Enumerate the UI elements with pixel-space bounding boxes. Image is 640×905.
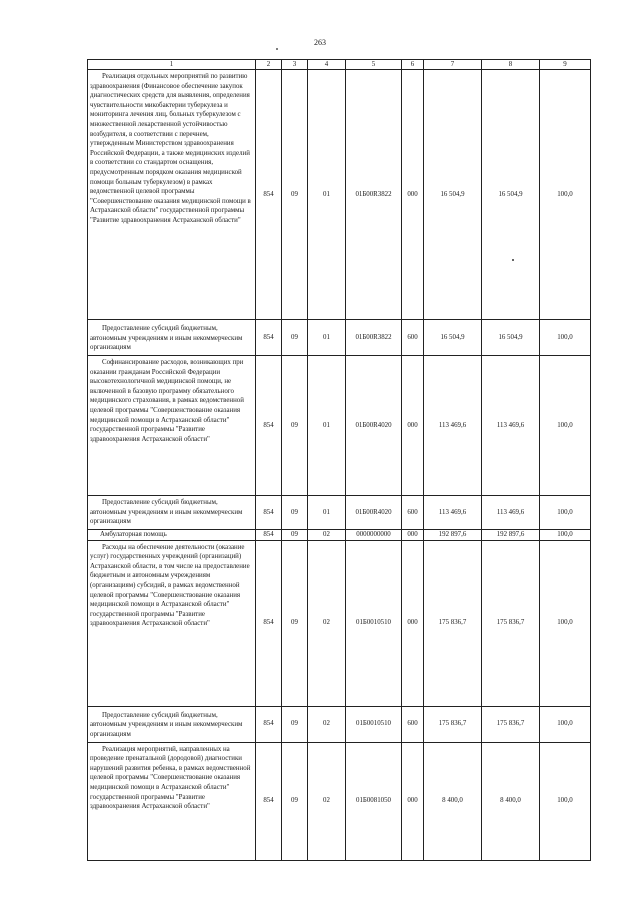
row-name-cell [88,320,256,356]
row-ministry: 854 [256,70,282,320]
row-type: 600 [402,496,424,530]
row-code: 01Б0010510 [346,540,402,706]
row-type: 000 [402,356,424,496]
row-plan: 113 469,6 [424,496,482,530]
row-plan: 8 400,0 [424,742,482,860]
row-code: 01Б00R4020 [346,356,402,496]
row-type: 000 [402,742,424,860]
row-code: 0000000000 [346,530,402,541]
row-plan: 16 504,9 [424,320,482,356]
row-ministry: 854 [256,356,282,496]
budget-table [87,59,591,861]
row-name: Софинансирование расходов, возникающих при оказании гражданам Российской Федерации высокотехнологичной медицинской помощи, не включенной в базовую программу обязательного медицинского страхования, в рамках ведомственной целевой программы "Совершенствование оказания медицинской помощи в Астраханской области" государственной программы "Развитие здравоохранения Астраханской области" [90,359,244,443]
header-cell-section: 3 [282,60,308,70]
budget-table-container [87,59,590,861]
row-section: 09 [282,496,308,530]
row-name-cell [88,706,256,742]
row-section: 09 [282,356,308,496]
header-cell-code: 5 [346,60,402,70]
row-name: Предоставление субсидий бюджетным, автономным учреждениям и иным некоммерческим организациям [90,499,243,526]
row-ministry: 854 [256,320,282,356]
row-percent: 100,0 [540,530,591,541]
page-number: 263 [314,38,326,47]
table-row [88,540,591,706]
table-row [88,320,591,356]
row-subsection: 02 [308,706,346,742]
row-fact: 8 400,0 [482,742,540,860]
row-ministry: 854 [256,706,282,742]
row-subsection: 02 [308,530,346,541]
row-section: 09 [282,540,308,706]
row-subsection: 01 [308,496,346,530]
scan-artifact [276,48,278,50]
row-name: Реализация мероприятий, направленных на проведение пренатальной (дородовой) диагностики нарушений развития ребенка, в рамках ведомственной целевой программы "Совершенствование оказания медицинской помощи в Астраханской области" государственной программы "Развитие здравоохранения Астраханской области" [90,745,251,811]
row-ministry: 854 [256,742,282,860]
row-plan: 175 836,7 [424,540,482,706]
row-section: 09 [282,70,308,320]
row-name-cell [88,530,256,541]
row-section: 09 [282,530,308,541]
row-plan: 16 504,9 [424,70,482,320]
header-cell-name: 1 [88,60,256,70]
row-name: Реализация отдельных мероприятий по развитию здравоохранения (Финансовое обеспечение закупок диагностических средств для выявления, определения чувствительности микобактерии туберкулеза и мониторинга лечения лиц, больных туберкулезом с множественной лекарственной устойчивостью возбудителя, в соответствии с перечнем, утвержденным Министерством здравоохранения Российской Федерации, а также медицинских изделий в соответствии со стандартом оснащения, предусмотренным порядком оказания медицинской помощи больным туберкулезом) в рамках ведомственной целевой программы "Совершенствование оказания медицинской помощи в Астраханской области" государственной программы "Развитие здравоохранения Астраханской области" [90,73,251,224]
row-percent: 100,0 [540,496,591,530]
header-cell-fact: 8 [482,60,540,70]
row-name: Расходы на обеспечение деятельности (оказание услуг) государственных учреждений (организаций) Астраханской области, в том числе на предоставление бюджетным и автономным учреждениям (организациям) субсидий, в рамках ведомственной целевой программы "Совершенствование оказания медицинской помощи в Астраханской области" государственной программы "Развитие здравоохранения Астраханской области" [90,543,250,628]
row-plan: 175 836,7 [424,706,482,742]
row-ministry: 854 [256,530,282,541]
row-percent: 100,0 [540,70,591,320]
row-name-cell [88,540,256,706]
row-plan: 113 469,6 [424,356,482,496]
row-subsection: 01 [308,70,346,320]
table-row [88,496,591,530]
row-name-cell [88,496,256,530]
row-type: 000 [402,70,424,320]
row-name-cell [88,70,256,320]
row-section: 09 [282,742,308,860]
table-row [88,742,591,860]
row-code: 01Б00R3822 [346,70,402,320]
row-code: 01Б0081050 [346,742,402,860]
row-type: 600 [402,706,424,742]
header-cell-subsection: 4 [308,60,346,70]
header-cell-percent: 9 [540,60,591,70]
table-row [88,530,591,541]
row-code: 01Б00R3822 [346,320,402,356]
row-percent: 100,0 [540,540,591,706]
row-percent: 100,0 [540,706,591,742]
row-plan: 192 897,6 [424,530,482,541]
row-fact: 16 504,9 [482,320,540,356]
row-section: 09 [282,706,308,742]
table-row [88,706,591,742]
row-code: 01Б00R4020 [346,496,402,530]
row-fact: 113 469,6 [482,356,540,496]
row-fact: 192 897,6 [482,530,540,541]
row-type: 000 [402,530,424,541]
table-row [88,356,591,496]
row-type: 600 [402,320,424,356]
row-percent: 100,0 [540,742,591,860]
row-ministry: 854 [256,496,282,530]
row-subsection: 01 [308,320,346,356]
row-fact: 113 469,6 [482,496,540,530]
row-type: 000 [402,540,424,706]
row-fact: 16 504,9 [482,70,540,320]
row-name: Амбулаторная помощь [100,531,167,538]
header-cell-type: 6 [402,60,424,70]
row-percent: 100,0 [540,356,591,496]
row-name-cell [88,742,256,860]
row-fact: 175 836,7 [482,706,540,742]
row-subsection: 02 [308,742,346,860]
row-subsection: 02 [308,540,346,706]
table-row [88,70,591,320]
row-ministry: 854 [256,540,282,706]
row-name: Предоставление субсидий бюджетным, автономным учреждениям и иным некоммерческим организациям [90,325,243,352]
header-row [88,60,591,70]
row-code: 01Б0010510 [346,706,402,742]
row-section: 09 [282,320,308,356]
row-fact: 175 836,7 [482,540,540,706]
row-name: Предоставление субсидий бюджетным, автономным учреждениям и иным некоммерческим организациям [90,711,243,738]
row-percent: 100,0 [540,320,591,356]
row-subsection: 01 [308,356,346,496]
row-name-cell [88,356,256,496]
header-cell-ministry: 2 [256,60,282,70]
header-cell-plan: 7 [424,60,482,70]
